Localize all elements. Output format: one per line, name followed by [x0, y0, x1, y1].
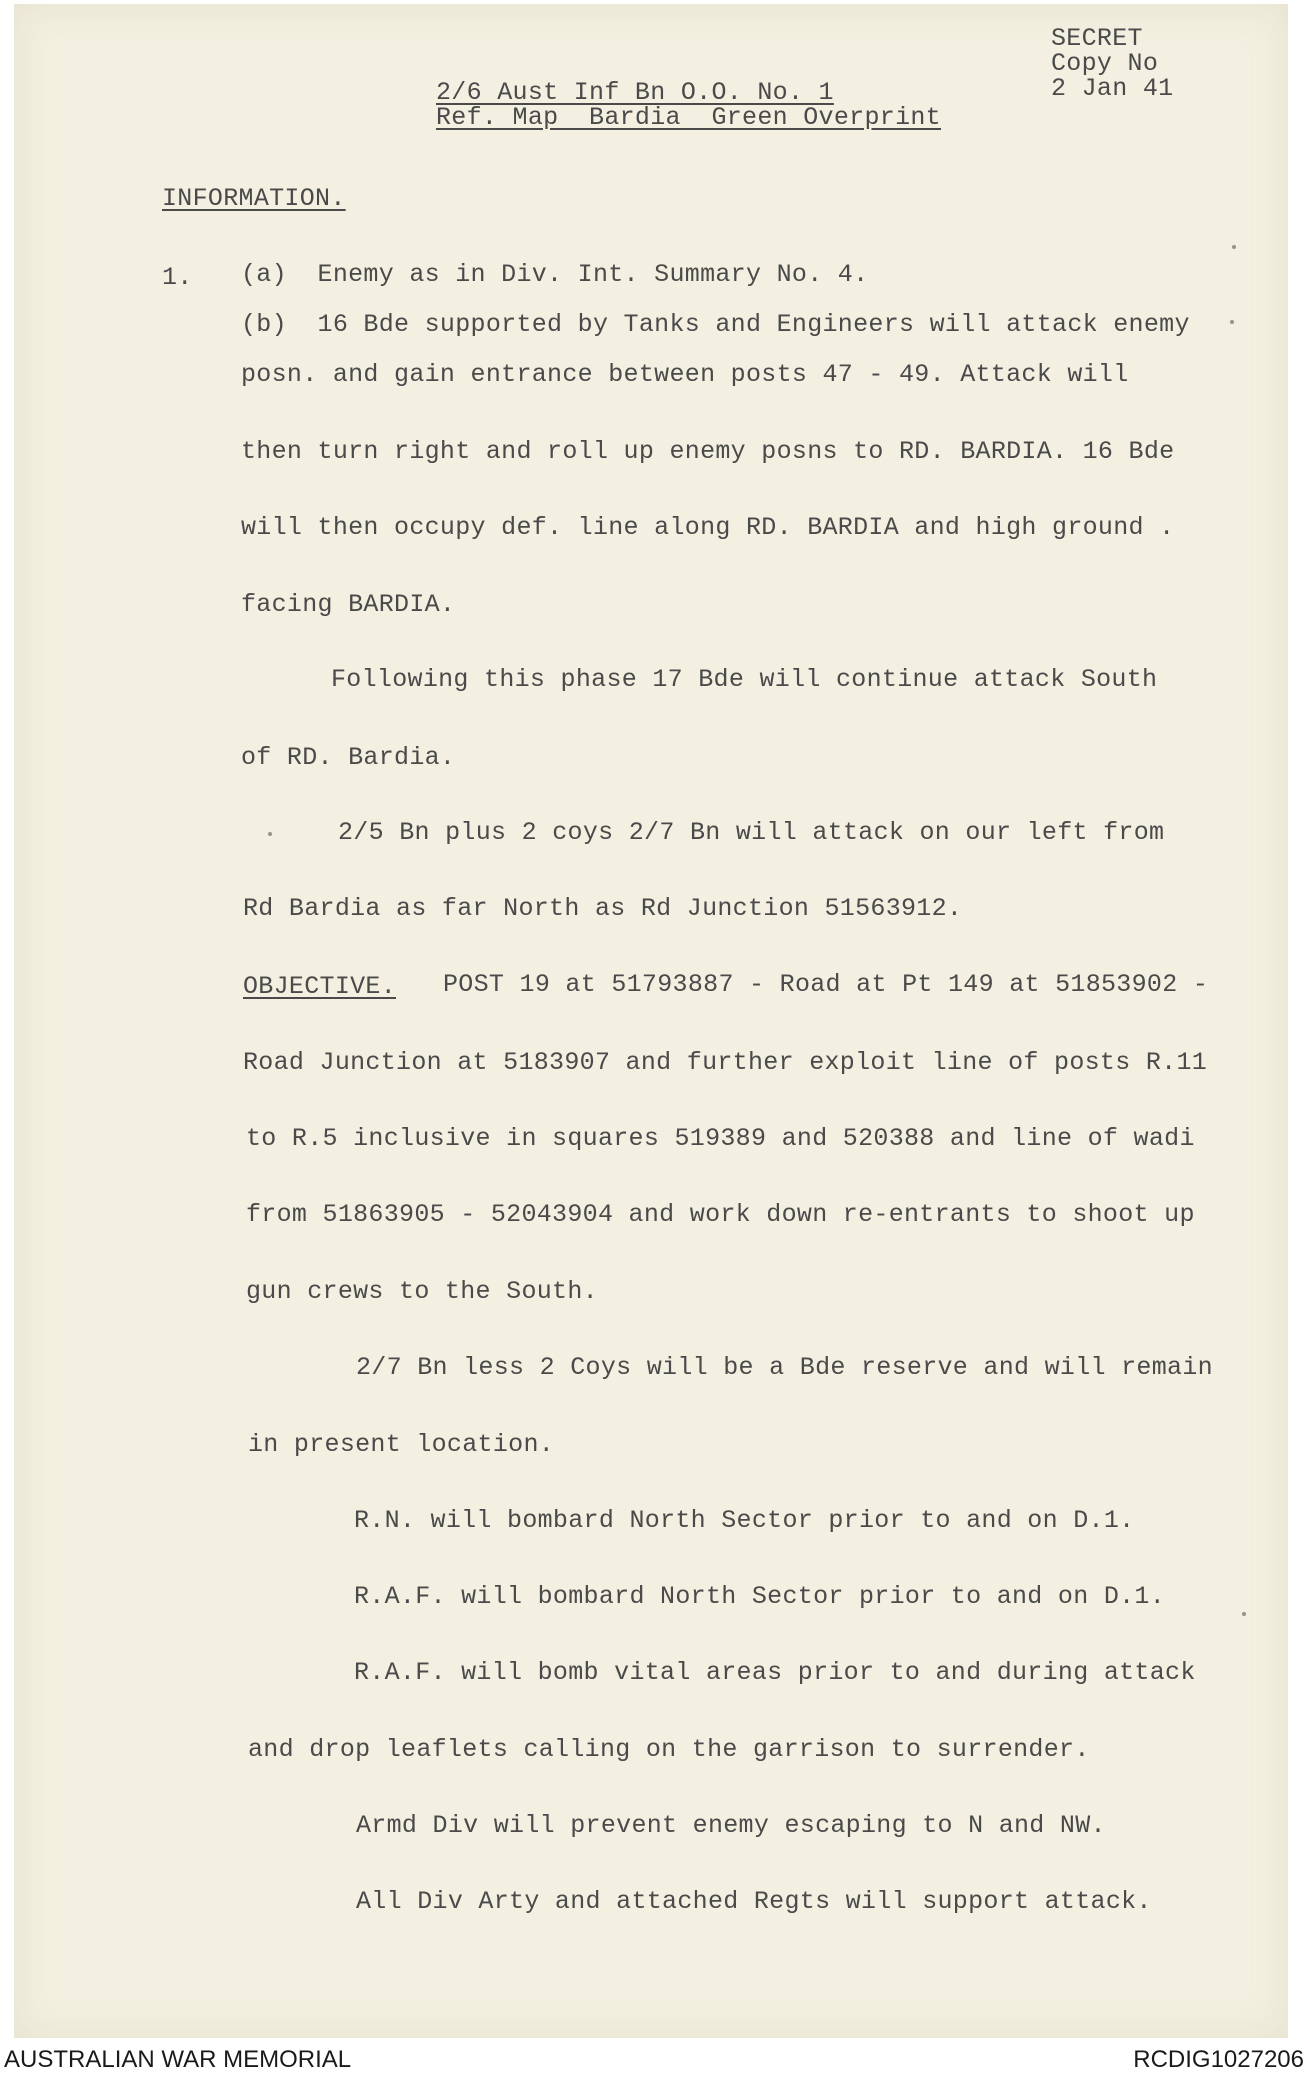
text-line: Rd Bardia as far North as Rd Junction 51563912.	[243, 894, 963, 923]
paper-speck	[268, 832, 272, 836]
document-title: 2/6 Aust Inf Bn O.O. No. 1	[436, 78, 834, 107]
text-line: R.N. will bombard North Sector prior to and on D.1.	[354, 1506, 1135, 1535]
text-line: of RD. Bardia.	[241, 743, 456, 772]
footer-institution: AUSTRALIAN WAR MEMORIAL	[4, 2046, 352, 2073]
text-line: then turn right and roll up enemy posns to RD. BARDIA. 16 Bde	[241, 437, 1175, 466]
reference-map: Ref. Map Bardia Green Overprint	[436, 103, 941, 132]
text-line: to R.5 inclusive in squares 519389 and 520388 and line of wadi	[246, 1124, 1195, 1153]
text-line: Following this phase 17 Bde will continue attack South	[331, 665, 1158, 694]
paper-speck	[1230, 320, 1234, 324]
text-line: Road Junction at 5183907 and further exploit line of posts R.11	[243, 1048, 1208, 1077]
objective-label: OBJECTIVE.	[243, 972, 397, 1001]
text-line: from 51863905 - 52043904 and work down re-entrants to shoot up	[246, 1200, 1195, 1229]
text-line: 2/5 Bn plus 2 coys 2/7 Bn will attack on our left from	[338, 818, 1165, 847]
paper-speck	[1232, 245, 1236, 249]
text-line: R.A.F. will bomb vital areas prior to and during attack	[354, 1658, 1196, 1687]
text-line: will then occupy def. line along RD. BARDIA and high ground .	[241, 513, 1175, 542]
footer-record-id: RCDIG1027206	[1133, 2046, 1304, 2073]
text-line: in present location.	[248, 1430, 555, 1459]
text-line: R.A.F. will bombard North Sector prior to and on D.1.	[354, 1582, 1166, 1611]
paragraph-number: 1.	[162, 263, 193, 292]
text-line: posn. and gain entrance between posts 47 - 49. Attack will	[241, 360, 1129, 389]
copy-number: Copy No	[1051, 49, 1159, 78]
text-line: Armd Div will prevent enemy escaping to N and NW.	[356, 1811, 1106, 1840]
paper-speck	[1242, 1612, 1246, 1616]
text-line: (b) 16 Bde supported by Tanks and Engineers will attack enemy	[241, 310, 1190, 339]
text-line: POST 19 at 51793887 - Road at Pt 149 at 51853902 -	[443, 970, 1209, 999]
text-line: 2/7 Bn less 2 Coys will be a Bde reserve and will remain	[356, 1353, 1213, 1382]
text-line: All Div Arty and attached Regts will support attack.	[356, 1887, 1152, 1916]
text-line: facing BARDIA.	[241, 590, 456, 619]
text-line: (a) Enemy as in Div. Int. Summary No. 4.	[241, 260, 869, 289]
classification-marking: SECRET	[1051, 24, 1143, 53]
document-date: 2 Jan 41	[1051, 74, 1174, 103]
text-line: gun crews to the South.	[246, 1277, 598, 1306]
text-line: and drop leaflets calling on the garrison to surrender.	[248, 1735, 1090, 1764]
section-heading: INFORMATION.	[162, 184, 346, 213]
